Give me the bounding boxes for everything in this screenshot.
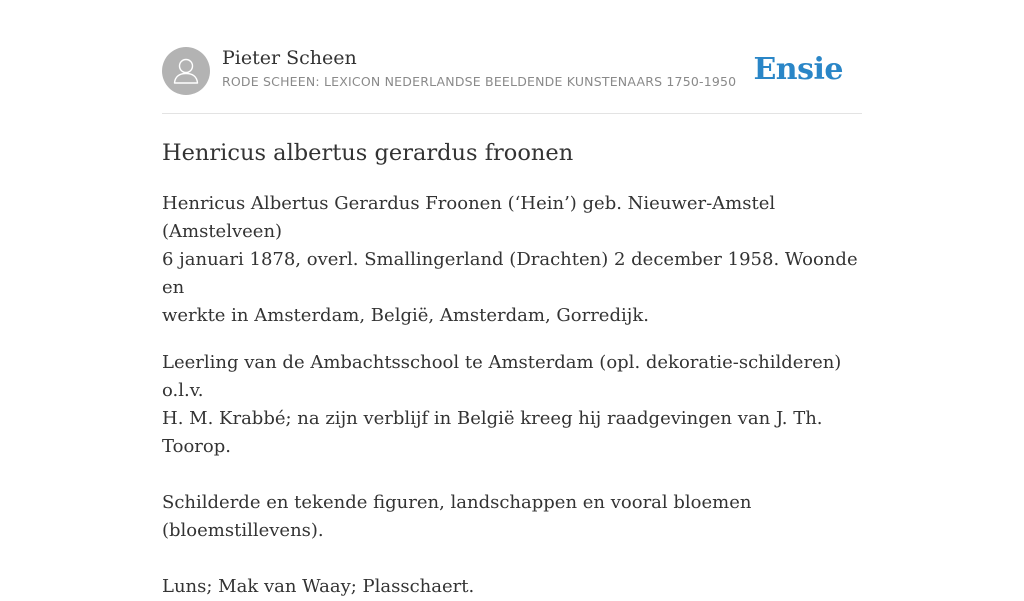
paragraph: Schilderde en tekende figuren, landschappen en vooral bloemen (bloemstillevens). — [162, 492, 752, 541]
author-avatar[interactable] — [162, 47, 210, 95]
brand-logo[interactable]: Ensie — [753, 52, 843, 87]
entry-title: Henricus albertus gerardus froonen — [162, 140, 574, 166]
entry-body — [162, 190, 862, 601]
entry-card — [162, 0, 862, 597]
entry-header — [162, 46, 862, 96]
paragraph: Henricus Albertus Gerardus Froonen (‘Hein’) geb. Nieuwer-Amstel (Amstelveen) 6 januari 1878, overl. Smallingerland (Drachten) 2 december 1958. Woonde en werkte in Amsterdam, België, Amsterdam, Gorredijk. — [162, 193, 858, 326]
paragraph: Leerling van de Ambachtsschool te Amsterdam (opl. dekoratie-schilderen) o.l.v. H. M. Krabbé; na zijn verblijf in België kreeg hij raadgevingen van J. Th. Toorop. — [162, 352, 842, 457]
author-name[interactable]: Pieter Scheen — [222, 47, 357, 69]
paragraph: Luns; Mak van Waay; Plasschaert. — [162, 576, 475, 597]
header-divider — [162, 113, 862, 114]
user-icon — [162, 47, 210, 95]
source-title[interactable]: RODE SCHEEN: LEXICON NEDERLANDSE BEELDENDE KUNSTENAARS 1750-1950 — [222, 74, 737, 89]
